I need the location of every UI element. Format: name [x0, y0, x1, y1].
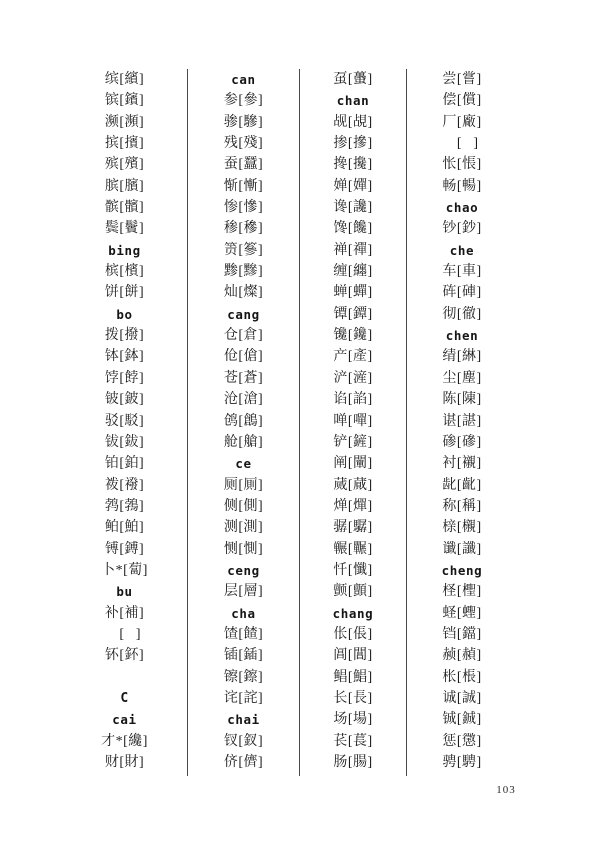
char-pair-row: 柽[檉] [442, 584, 482, 600]
char-pair-row: 骋[騁] [442, 755, 482, 770]
char-pair-row: 镵[鑱] [333, 328, 373, 344]
pinyin-header-cang: cang [227, 306, 260, 322]
char-pair-row: 鸧[鶬] [223, 413, 264, 429]
char-pair-row: 谄[諂] [333, 392, 373, 408]
char-pair-row: 钹[鈸] [104, 434, 145, 450]
char-pair-row: 厕[厠] [223, 477, 264, 493]
section-letter-C: C [120, 690, 129, 706]
char-pair-row: 忏[懺] [333, 562, 373, 578]
pinyin-header-bing: bing [108, 242, 141, 258]
pinyin-header-chang: chang [332, 605, 374, 621]
char-pair-row: 卜*[蔔] [101, 562, 148, 578]
char-pair-row: 鬓[鬢] [104, 221, 145, 237]
char-pair-row: 衬[襯] [442, 456, 482, 472]
pinyin-header-cai: cai [112, 712, 137, 728]
char-pair-row: 啴[嘽] [333, 413, 373, 429]
pinyin-header-che: che [449, 242, 475, 258]
char-pair-row: 偿[償] [442, 93, 482, 109]
char-pair-row: 苍[蒼] [223, 370, 264, 386]
pinyin-header-bu: bu [116, 584, 133, 600]
char-pair-row: 馋[饞] [333, 221, 373, 237]
char-pair-row: 惭[慚] [223, 178, 264, 194]
char-pair-row: 怅[悵] [442, 157, 482, 173]
char-pair-row: 伧[傖] [223, 349, 264, 365]
table-column-2 [188, 69, 300, 776]
char-pair-row: 拨[撥] [104, 328, 145, 344]
char-pair-row: 掺[摻] [333, 136, 373, 152]
pinyin-header-cha: cha [231, 605, 256, 621]
char-pair-row: 锸[鍤] [223, 648, 264, 664]
char-pair-row: 舱[艙] [223, 434, 264, 450]
char-pair-row: 谶[讖] [442, 541, 482, 557]
char-pair-row: 蚕[蠶] [223, 157, 264, 173]
char-pair-row: 缠[纏] [333, 264, 373, 280]
char-pair-row: 残[殘] [223, 136, 264, 152]
char-pair-row: 鲳[鯧] [333, 669, 373, 685]
char-pair-row: 虿[蠆] [333, 72, 373, 87]
char-pair-row: 苌[萇] [333, 733, 373, 749]
char-pair-row: 鲌[鮊] [104, 520, 145, 536]
pinyin-header-ce: ce [235, 456, 252, 472]
char-pair-row: 产[產] [333, 349, 373, 365]
char-pair-row: 馇[餷] [223, 626, 264, 642]
char-pair-row: 测[測] [223, 520, 264, 536]
char-pair-row: 伥[倀] [333, 626, 373, 642]
char-pair-row: 铂[鉑] [104, 456, 145, 472]
char-pair-row: 钚[鈈] [104, 648, 145, 664]
pinyin-header-chen: chen [445, 328, 479, 344]
char-pair-row: 骖[驂] [223, 114, 264, 130]
char-pair-row: 濒[瀕] [104, 114, 145, 130]
char-pair-row: 惩[懲] [442, 733, 482, 749]
char-pair-row: 𫛛[鵏] [107, 626, 142, 642]
char-pair-row: 谌[諶] [442, 413, 482, 429]
char-pair-row: 𬊤[燀] [333, 498, 373, 514]
char-pair-row: 𨱌[鋹] [445, 136, 479, 152]
char-pair-row: 铍[鈹] [104, 392, 145, 408]
pinyin-header-chao: chao [445, 200, 479, 216]
char-pair-row: 陈[陳] [442, 392, 482, 408]
pinyin-header-ceng: ceng [227, 562, 260, 578]
char-pair-row: 灿[燦] [223, 285, 264, 301]
pinyin-header-bo: bo [116, 306, 133, 322]
char-pair-row: 摈[擯] [104, 136, 145, 152]
char-pair-row: 觇[覘] [333, 114, 373, 130]
char-pair-row: 鹁[鵓] [104, 498, 145, 514]
char-pair-row: 阐[闡] [333, 456, 373, 472]
char-pair-row: 浐[滻] [333, 370, 373, 386]
char-pair-row: 沧[滄] [223, 392, 264, 408]
char-pair-row: 侧[側] [223, 498, 264, 514]
char-pair-row: 钵[鉢] [104, 349, 145, 365]
char-pair-row: 驳[駁] [104, 413, 145, 429]
char-pair-row: 诧[詫] [223, 690, 264, 706]
char-pair-row: 侪[儕] [223, 755, 264, 770]
char-pair-row: 𬕂[篸] [223, 242, 264, 258]
char-pair-row: 黪[黲] [223, 264, 264, 280]
page-number: 103 [496, 784, 516, 796]
char-pair-row: 枨[棖] [442, 669, 482, 685]
char-pair-row: 䅟[穇] [223, 221, 264, 237]
pinyin-header-cheng: cheng [441, 562, 483, 578]
char-pair-row: 袯[襏] [104, 477, 145, 493]
char-pair-row: 槟[檳] [104, 264, 145, 280]
char-pair-row: 蝉[蟬] [333, 285, 373, 301]
char-pair-row: 补[補] [104, 605, 145, 621]
char-pair-row: 参[參] [223, 93, 264, 109]
char-pair-row: 镲[鑔] [223, 669, 264, 685]
char-pair-row: 尝[嘗] [442, 72, 482, 87]
char-pair-row: 禅[禪] [333, 242, 373, 258]
char-pair-row: 蛏[蟶] [442, 605, 482, 621]
char-pair-row: 厂[廠] [442, 114, 482, 130]
char-pair-row: 砗[硨] [442, 285, 482, 301]
char-pair-row: 长[長] [333, 690, 373, 706]
char-pair-row: 殡[殯] [104, 157, 145, 173]
pinyin-header-can: can [231, 72, 256, 87]
char-pair-row: 阊[閶] [333, 648, 373, 664]
char-pair-row: 碜[磣] [442, 434, 482, 450]
char-pair-row: 饼[餅] [104, 285, 145, 301]
char-pair-row: 惨[慘] [223, 200, 264, 216]
char-pair-row: 榇[櫬] [442, 520, 482, 536]
pinyin-header-chan: chan [336, 93, 370, 109]
char-pair-row: 场[場] [333, 712, 373, 728]
char-pair-row: 铖[鋮] [442, 712, 482, 728]
char-pair-row: 称[稱] [442, 498, 482, 514]
char-pair-row: 仓[倉] [223, 328, 264, 344]
char-pair-row: 𬘬[綝] [442, 349, 482, 365]
char-pair-row: 婵[嬋] [333, 178, 373, 194]
char-pair-row: 谗[讒] [333, 200, 373, 216]
char-pair-row: 肠[腸] [333, 755, 373, 770]
char-pair-row: 骣[驏] [333, 520, 373, 536]
char-pair-row: 钗[釵] [223, 733, 264, 749]
char-pair-row: 镔[鑌] [104, 93, 145, 109]
char-pair-row: 饽[餑] [104, 370, 145, 386]
char-pair-row: 镈[鎛] [104, 541, 145, 557]
char-pair-row: 颤[顫] [333, 584, 373, 600]
char-pair-row: 才*[纔] [101, 733, 148, 749]
char-pair-row: 膑[臏] [104, 178, 145, 194]
char-pair-row: 龀[齔] [442, 477, 482, 493]
char-pair-row: 彻[徹] [442, 306, 482, 322]
char-pair-row: 镡[鐔] [333, 306, 373, 322]
char-pair-row: 财[財] [104, 755, 145, 770]
table-column-1 [62, 69, 188, 776]
pinyin-header-chai: chai [227, 712, 260, 728]
char-pair-row: 髌[髕] [104, 200, 145, 216]
char-pair-row: 车[車] [442, 264, 482, 280]
char-pair-row: 诚[誠] [442, 690, 482, 706]
table-column-3 [300, 69, 407, 776]
char-pair-row: 赪[赬] [442, 648, 482, 664]
char-pair-row: 钞[鈔] [442, 221, 482, 237]
char-pair-row: 铛[鐺] [442, 626, 482, 642]
char-pair-row: 畅[暢] [442, 178, 482, 194]
char-pair-row: 蒇[蕆] [333, 477, 373, 493]
conversion-table [62, 69, 517, 776]
table-column-4 [407, 69, 517, 776]
char-pair-row: 冁[囅] [333, 541, 373, 557]
char-pair-row: 搀[攙] [333, 157, 373, 173]
char-pair-row: 铲[鏟] [333, 434, 373, 450]
char-pair-row: 恻[惻] [223, 541, 264, 557]
char-pair-row: 尘[塵] [442, 370, 482, 386]
char-pair-row: 层[層] [223, 584, 264, 600]
char-pair-row: 缤[繽] [104, 72, 145, 87]
